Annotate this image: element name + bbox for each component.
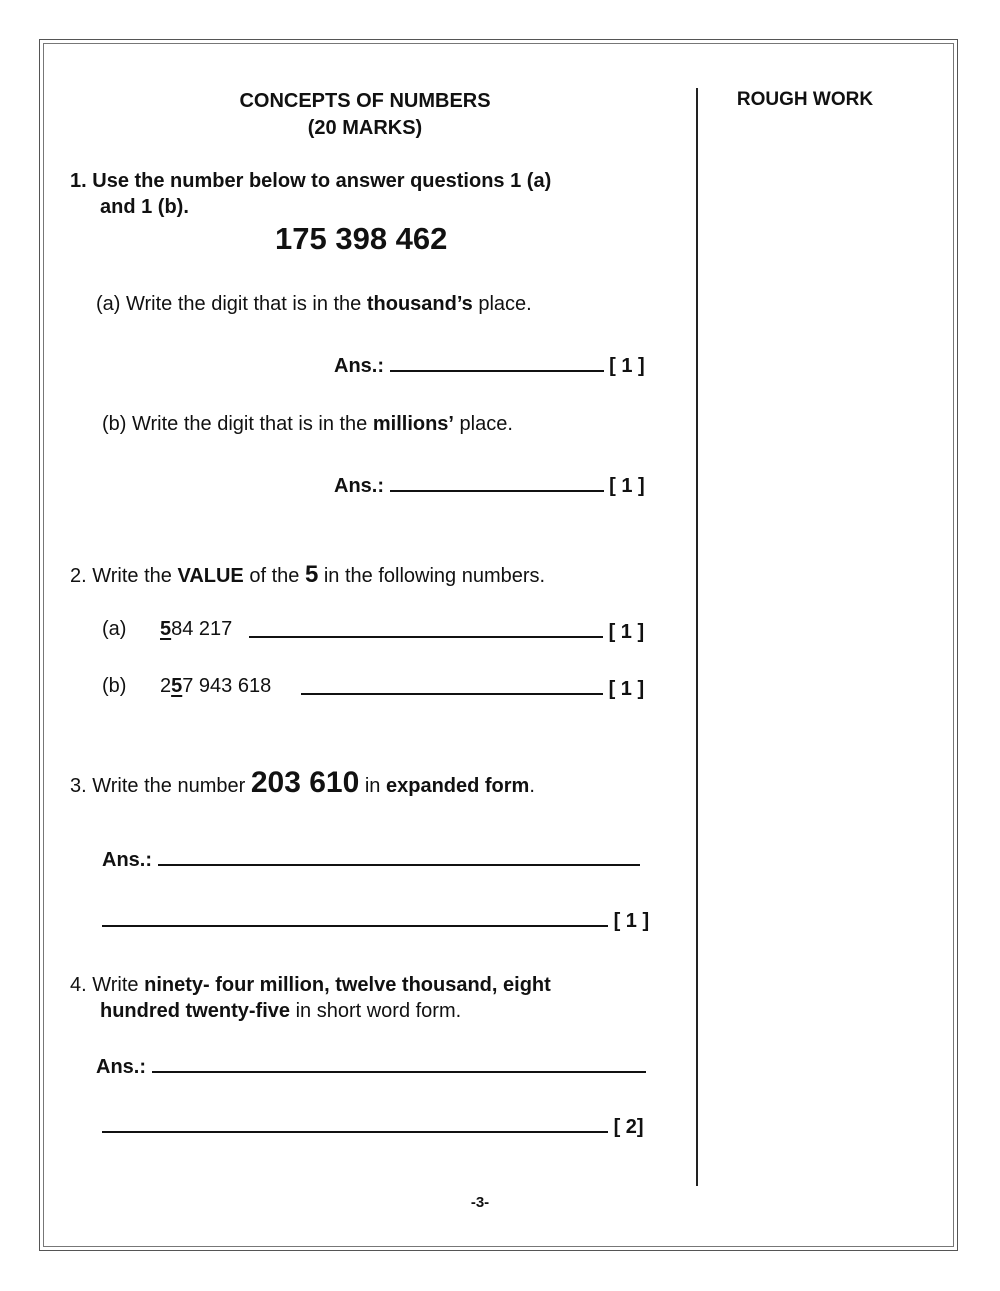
q1a-mark: [ 1 ] <box>609 355 645 377</box>
q1-number-display: 175 398 462 <box>275 221 448 256</box>
q3-ans-label: Ans.: <box>102 849 152 871</box>
q1a-question <box>96 293 532 316</box>
q4-answer-row-2 <box>102 1113 644 1139</box>
q3-text: Write the number <box>92 775 251 797</box>
q1b-answer-row <box>334 472 645 498</box>
q2b-num-post: 7 943 618 <box>182 675 272 697</box>
q4-bold-term-1: ninety- four million, twelve thousand, eight <box>144 974 551 996</box>
section-title: CONCEPTS OF NUMBERS <box>239 90 491 112</box>
q4-answer-line-2[interactable] <box>102 1113 608 1133</box>
section-marks: (20 MARKS) <box>307 117 423 139</box>
q2a-mark: [ 1 ] <box>608 621 645 643</box>
q2b-mark: [ 1 ] <box>608 678 645 700</box>
q1b-answer-line[interactable] <box>390 472 604 492</box>
q1-instruction <box>70 170 551 193</box>
q1a-answer-row <box>334 352 645 378</box>
q2a-row <box>102 618 126 641</box>
q1a-text-end: place. <box>472 293 532 315</box>
q2-instruction <box>70 561 545 589</box>
q4-text-end: in short word form. <box>290 1000 462 1022</box>
q1a-bold-term: thousand’s <box>366 293 473 315</box>
q3-instruction <box>70 766 535 800</box>
q2-text-mid: of the <box>243 565 305 587</box>
q2b-number <box>160 675 271 698</box>
q2a-underlined-digit: 5 <box>160 618 172 640</box>
q1b-text-end: place. <box>453 413 513 435</box>
q1b-ans-label: Ans.: <box>334 475 384 497</box>
q3-answer-line-2[interactable] <box>102 907 608 927</box>
q1a-ans-label: Ans.: <box>334 355 384 377</box>
q2-text-end: in the following numbers. <box>318 565 546 587</box>
q1a-answer-line[interactable] <box>390 352 604 372</box>
q3-number: 3. <box>70 775 87 797</box>
q3-answer-line-1[interactable] <box>158 846 640 866</box>
q3-number-display: 203 610 <box>250 766 360 799</box>
q4-bold-term-2: hundred twenty-five <box>100 1000 291 1022</box>
q2b-row <box>102 675 126 698</box>
q3-answer-row-2 <box>102 907 649 933</box>
q1-text-line1: Use the number below to answer questions 1 (a) <box>92 170 552 192</box>
q4-text: Write <box>92 974 145 996</box>
q2a-label: (a) <box>102 618 127 640</box>
q3-text-end: . <box>529 775 535 797</box>
q2a-answer <box>249 618 644 644</box>
q1-number: 1. <box>70 170 87 192</box>
q4-answer-line-1[interactable] <box>152 1053 646 1073</box>
q1-text-line2: and 1 (b). <box>100 196 189 218</box>
q2-digit: 5 <box>304 561 319 588</box>
q2a-answer-line[interactable] <box>249 618 603 638</box>
rough-work-heading: ROUGH WORK <box>736 89 874 110</box>
q2-text: Write the <box>92 565 178 587</box>
q2b-underlined-digit: 5 <box>171 675 183 697</box>
q3-bold-term: expanded form <box>385 775 530 797</box>
q4-instruction-line2 <box>100 1000 461 1023</box>
q1b-mark: [ 1 ] <box>609 475 645 497</box>
q4-number: 4. <box>70 974 87 996</box>
page-number: -3- <box>470 1194 490 1211</box>
q4-instruction-line1 <box>70 974 551 997</box>
q2-bold-term: VALUE <box>177 565 244 587</box>
q2b-answer-line[interactable] <box>301 675 603 695</box>
q3-text-mid: in <box>359 775 386 797</box>
q1a-text: (a) Write the digit that is in the <box>96 293 367 315</box>
q3-answer-row-1 <box>102 846 640 872</box>
q2b-num-pre: 2 <box>160 675 172 697</box>
q1b-text: (b) Write the digit that is in the <box>102 413 373 435</box>
q4-ans-label: Ans.: <box>96 1056 146 1078</box>
q4-mark: [ 2] <box>613 1116 644 1138</box>
q2a-num-post: 84 217 <box>171 618 233 640</box>
q2a-number <box>160 618 232 641</box>
q1b-question <box>102 413 513 436</box>
column-divider <box>696 88 698 1186</box>
q4-answer-row-1 <box>96 1053 646 1079</box>
q2b-label: (b) <box>102 675 127 697</box>
q2-number: 2. <box>70 565 87 587</box>
q1b-bold-term: millions’ <box>372 413 454 435</box>
q3-mark: [ 1 ] <box>613 910 650 932</box>
q2b-answer <box>301 675 644 701</box>
